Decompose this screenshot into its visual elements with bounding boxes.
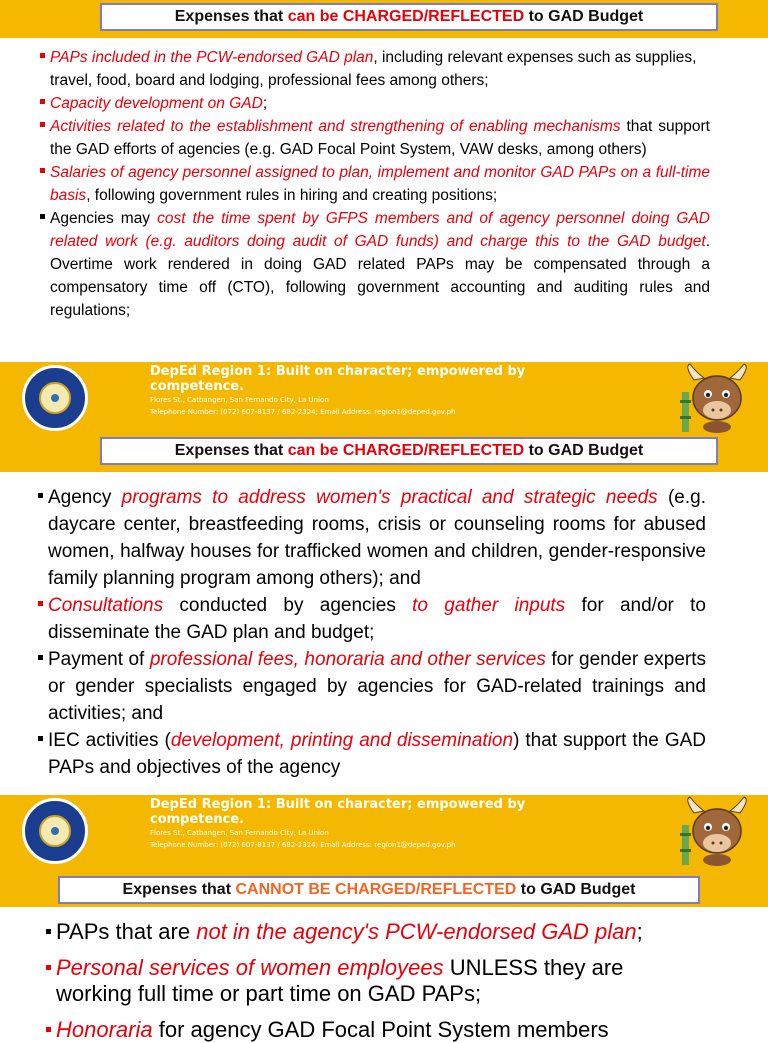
carabao-mascot-icon xyxy=(676,362,758,434)
slide-title: Expenses that CANNOT BE CHARGED/REFLECTED to GAD Budget xyxy=(58,876,700,904)
list-item: PAPs included in the PCW-endorsed GAD plan, including relevant expenses such as supplies, travel, food, board and lodging, professional fees among others; xyxy=(38,46,710,92)
slide-title: Expenses that can be CHARGED/REFLECTED to GAD Budget xyxy=(100,3,718,31)
slide-title: Expenses that can be CHARGED/REFLECTED to GAD Budget xyxy=(100,437,718,465)
carabao-mascot-icon xyxy=(676,795,758,867)
slide-body xyxy=(38,46,710,322)
list-item: Payment of professional fees, honoraria and other services for gender experts or gender specialists engaged by agencies for GAD-related trainings and activities; and xyxy=(36,646,706,727)
footer-banner xyxy=(0,795,768,867)
footer-banner xyxy=(0,362,768,434)
list-item: Consultations conducted by agencies to gather inputs for and/or to disseminate the GAD plan and budget; xyxy=(36,592,706,646)
list-item: Agency programs to address women's practical and strategic needs (e.g. daycare center, breastfeeding rooms, crisis or counseling rooms for abused women, halfway houses for trafficked women and children, gender-responsive family planning program among others); and xyxy=(36,484,706,592)
list-item: Salaries of agency personnel assigned to plan, implement and monitor GAD PAPs on a full-time basis, following government rules in hiring and creating positions; xyxy=(38,161,710,207)
deped-seal-icon xyxy=(22,798,88,864)
footer-text: DepEd Region 1: Built on character; empowered by competence. Flores St., Catbangen, San Fernando City, La Union Telephone Number: (072) 607-8137 / 682-2324; Email Address: region1@deped.gov.ph xyxy=(150,797,526,849)
list-item: PAPs that are not in the agency's PCW-endorsed GAD plan; xyxy=(44,919,704,945)
list-item: Activities related to the establishment and strengthening of enabling mechanisms that support the GAD efforts of agencies (e.g. GAD Focal Point System, VAW desks, among others) xyxy=(38,115,710,161)
slide-1 xyxy=(0,0,768,434)
deped-seal-icon xyxy=(22,365,88,431)
footer-text: DepEd Region 1: Built on character; empowered by competence. Flores St., Catbangen, San Fernando City, La Union Telephone Number: (072) 607-8137 / 682-2324; Email Address: region1@deped.gov.ph xyxy=(150,364,526,416)
list-item: Agencies may cost the time spent by GFPS members and of agency personnel doing GAD related work (e.g. auditors doing audit of GAD funds) and charge this to the GAD budget. Overtime work rendered in doing GAD related PAPs may be compensated through a compensatory time off (CTO), following government accounting and auditing rules and regulations; xyxy=(38,207,710,322)
slide-body xyxy=(36,484,706,781)
list-item: Honoraria for agency GAD Focal Point System members xyxy=(44,1017,704,1043)
list-item: IEC activities (development, printing and dissemination) that support the GAD PAPs and objectives of the agency xyxy=(36,727,706,781)
slide-3 xyxy=(0,867,768,1042)
list-item: Capacity development on GAD; xyxy=(38,92,710,115)
list-item: Personal services of women employees UNLESS they are working full time or part time on GAD PAPs; xyxy=(44,955,704,1007)
slide-2 xyxy=(0,434,768,867)
slide-body xyxy=(44,919,704,1043)
